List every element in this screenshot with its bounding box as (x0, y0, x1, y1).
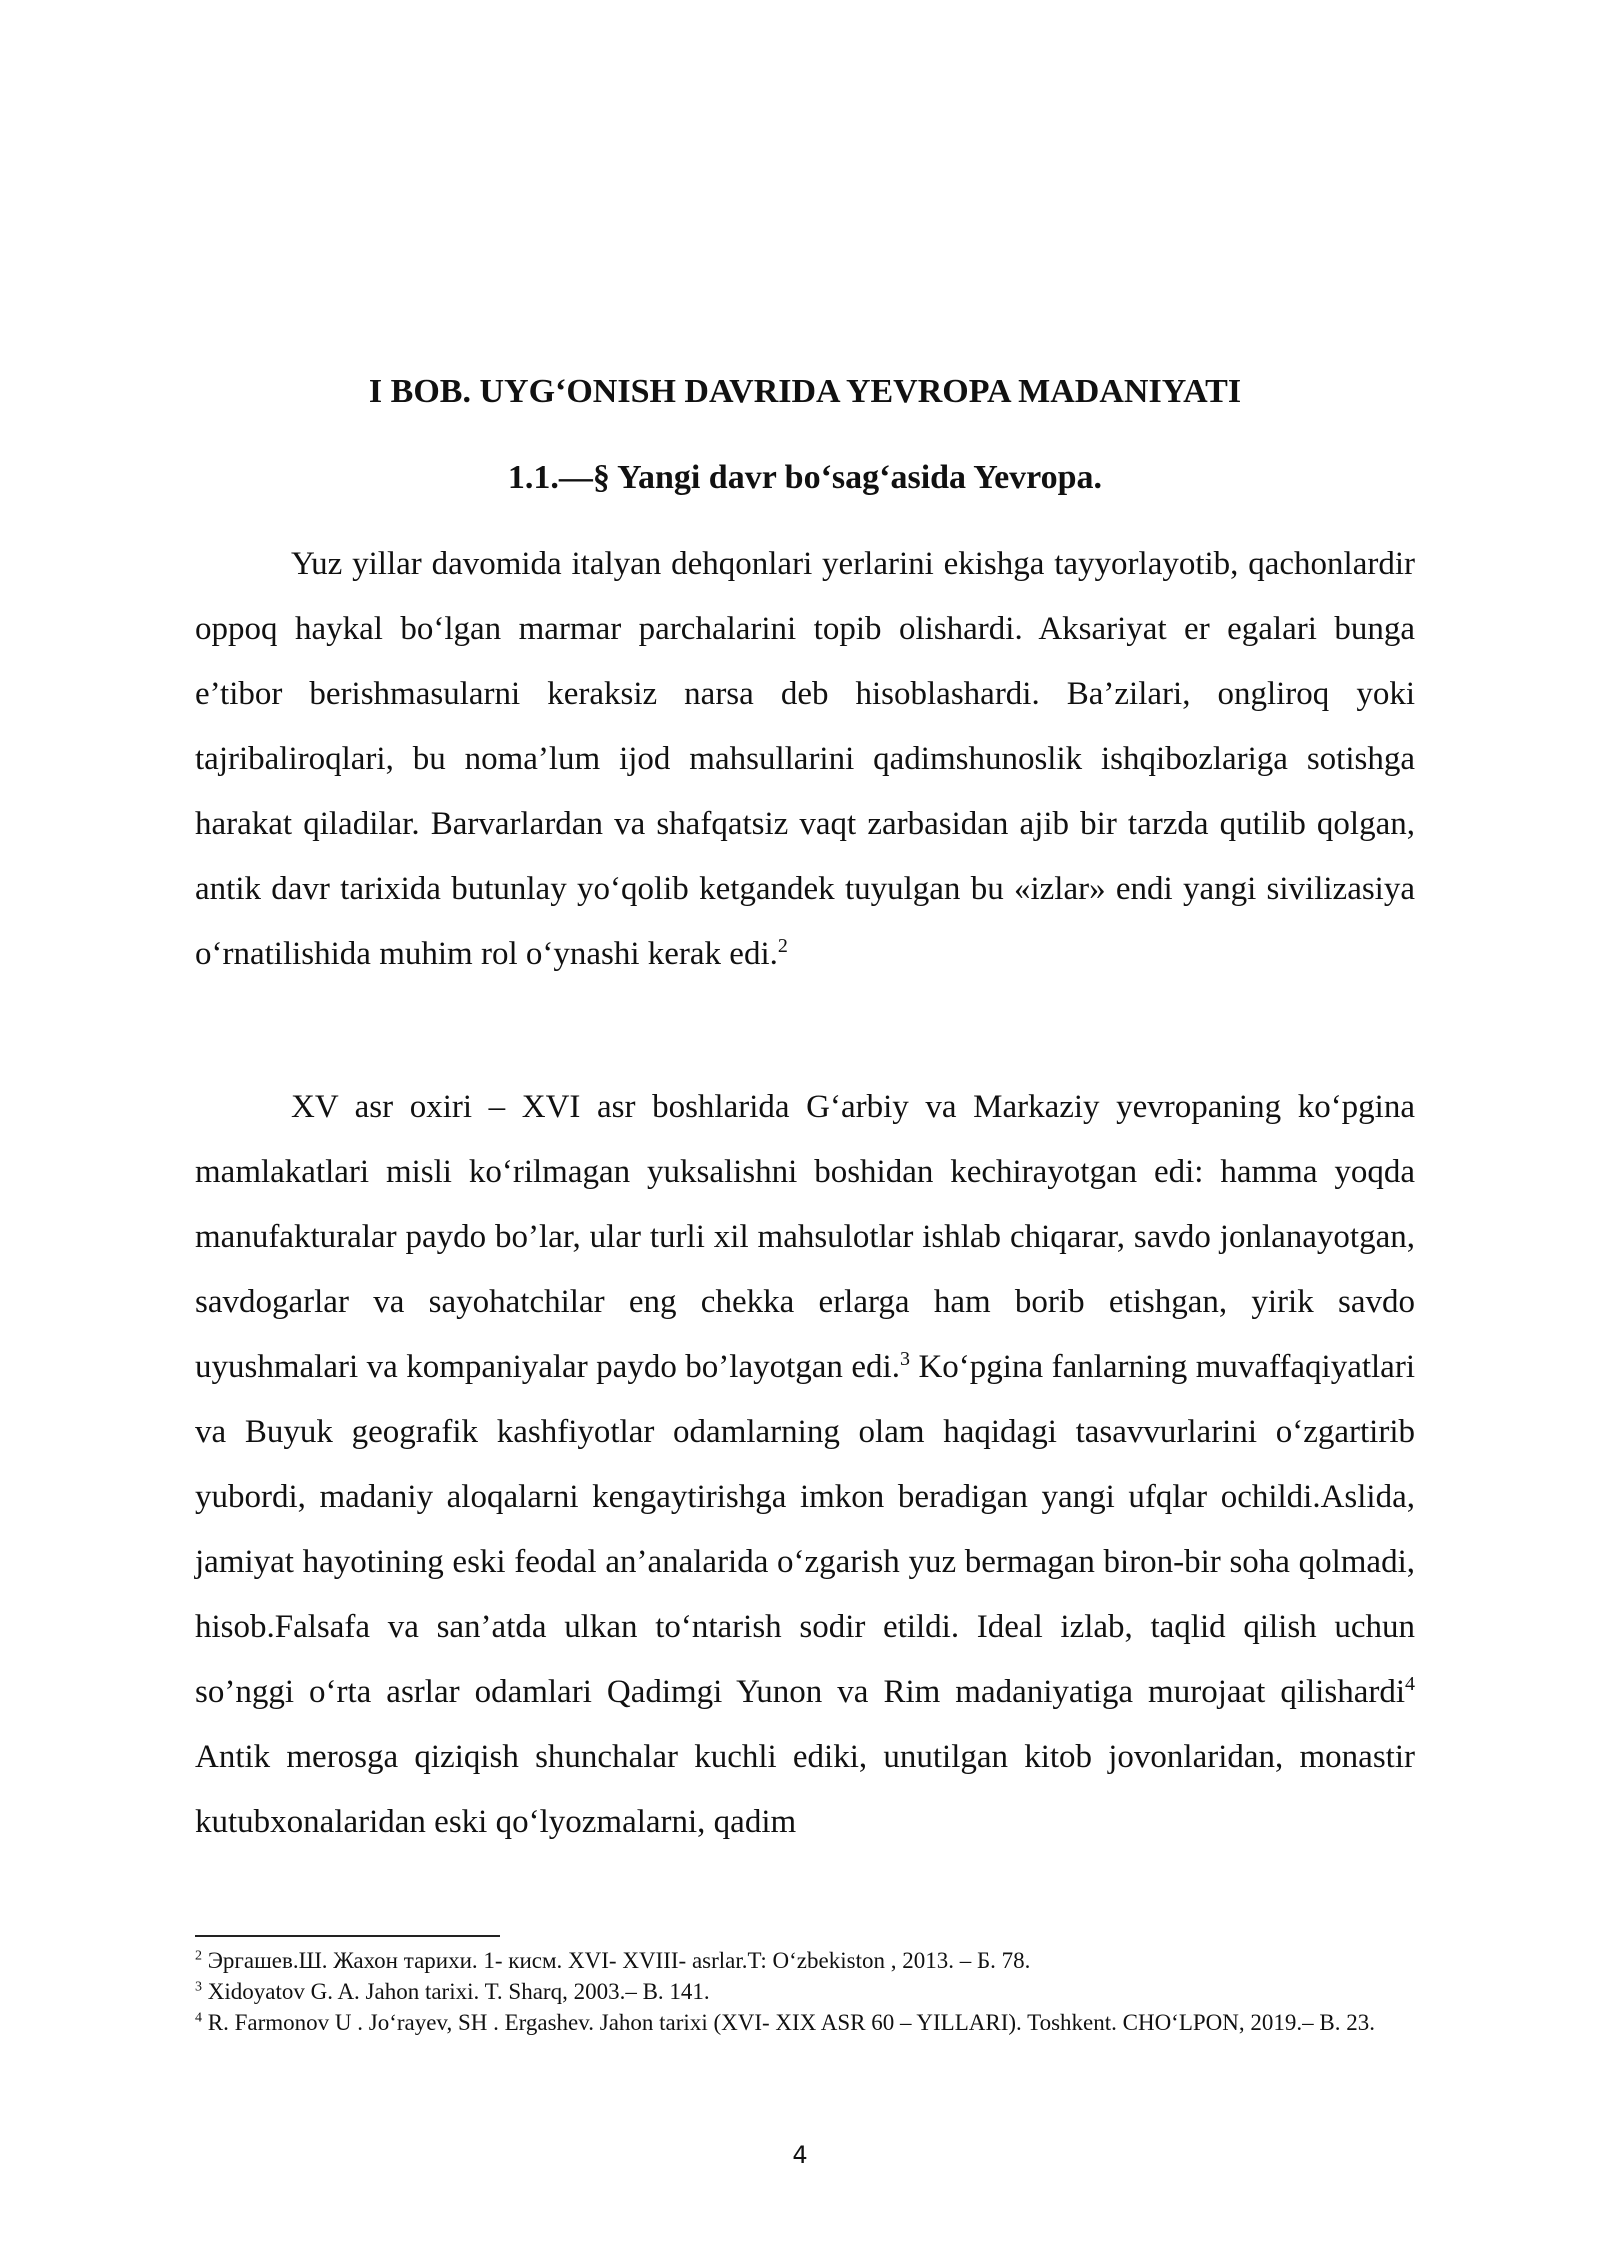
paragraph-2-text-b: Ko‘pgina fanlarning muvaffaqiyatlari va Buyuk geografik kashfiyotlar odamlarning olam haqidagi tasavvurlarini o‘zgartirib yubordi, madaniy aloqalarni kengaytirishga imkon beradigan yangi ufqlar ochildi.Aslida, jamiyat hayotining eski feodal an’analarida o‘zgarish yuz bermagan biron-bir soha qolmadi, hisob.Falsafa va san’atda ulkan to‘ntarish sodir etildi. Ideal izlab, taqlid qilish uchun so’nggi o‘rta asrlar odamlari Qadimgi Yunon va Rim madaniyatiga murojaat qilishardi (195, 1349, 1415, 1710)
footnote-4 (195, 2007, 1415, 2038)
footnote-3 (195, 1976, 1415, 2007)
paragraph-1 (195, 532, 1415, 987)
footnote-number: 3 (195, 1979, 202, 1995)
footnote-text: Xidoyatov G. A. Jahon tarixi. T. Sharq, 2003.– B. 141. (207, 1979, 710, 2004)
footnote-number: 4 (195, 2010, 202, 2026)
footnote-ref-2[interactable]: 2 (777, 935, 788, 957)
paragraph-1-text: Yuz yillar davomida italyan dehqonlari yerlarini ekishga tayyorlayotib, qachonlardir oppoq haykal bo‘lgan marmar parchalarini topib olishardi. Aksariyat er egalari bunga e’tibor berishmasularni keraksiz narsa deb hisoblashardi. Ba’zilari, ongliroq yoki tajribaliroqlari, bu noma’lum ijod mahsullarini qadimshunoslik ishqibozlariga sotishga harakat qiladilar. Barvarlardan va shafqatsiz vaqt zarbasidan ajib bir tarzda qutilib qolgan, antik davr tarixida butunlay yo‘qolib ketgandek tuyulgan bu «izlar» endi yangi sivilizasiya o‘rnatilishida muhim rol o‘ynashi kerak edi. (195, 546, 1415, 972)
paragraph-2-text-a: XV asr oxiri – XVI asr boshlarida G‘arbiy va Markaziy yevropaning ko‘pgina mamlakatlari misli ko‘rilmagan yuksalishni boshidan kechirayotgan edi: hamma yoqda manufakturalar paydo bo’lar, ular turli xil mahsulotlar ishlab chiqarar, savdo jonlanayotgan, savdogarlar va sayohatchilar eng chekka erlarga ham borib etishgan, yirik savdo uyushmalari va kompaniyalar paydo bo’layotgan edi. (195, 1089, 1415, 1385)
footnote-text: Эргашев.Ш. Жахон тарихи. 1- кисм. XVI- XVIII- asrlar.T: O‘zbekiston , 2013. – Б. 78. (207, 1948, 1031, 1973)
footnotes-section (195, 1945, 1415, 2038)
footnote-divider (195, 1935, 500, 1937)
footnote-text: R. Farmonov U . Jo‘rayev, SH . Ergashev. Jahon tarixi (XVI- XIX ASR 60 – YILLARI). Toshkent. CHO‘LPON, 2019.– B. 23. (207, 2010, 1375, 2035)
footnote-ref-4[interactable]: 4 (1405, 1673, 1415, 1695)
footnote-number: 2 (195, 1948, 202, 1964)
section-title: 1.1.—§ Yangi davr bo‘sag‘asida Yevropa. (507, 459, 1103, 496)
paragraph-2 (195, 1075, 1415, 1855)
footnote-2 (195, 1945, 1415, 1976)
chapter-title: I BOB. UYG‘ONISH DAVRIDA YEVROPA MADANIYATI (368, 373, 1242, 410)
page-number: 4 (792, 2141, 808, 2169)
paragraph-2-text-c: Antik merosga qiziqish shunchalar kuchli ediki, unutilgan kitob jovonlaridan, monastir kutubxonalaridan eski qo‘lyozmalarni, qadim (195, 1739, 1415, 1840)
footnote-ref-3[interactable]: 3 (899, 1348, 910, 1370)
